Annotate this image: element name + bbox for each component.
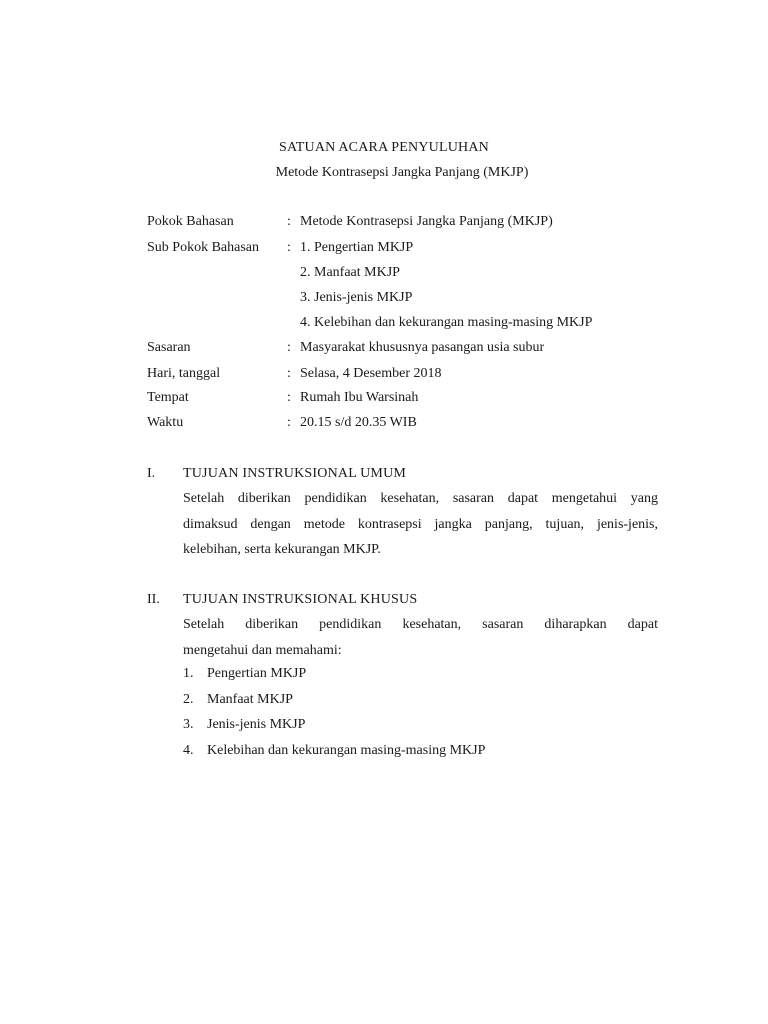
sub-topic-item: 3. Jenis-jenis MKJP [300, 290, 413, 305]
info-value: 20.15 s/d 20.35 WIB [300, 415, 417, 430]
list-text: Pengertian MKJP [207, 666, 307, 681]
list-text: Kelebihan dan kekurangan masing-masing MKJP [207, 742, 486, 758]
info-colon: : [287, 214, 291, 229]
info-label: Waktu [147, 415, 184, 430]
info-label: Sub Pokok Bahasan [147, 240, 259, 255]
info-value: Masyarakat khususnya pasangan usia subur [300, 340, 545, 355]
list-number: 3. [183, 717, 194, 732]
paragraph-line: Setelah diberikan pendidikan kesehatan, sasaran dapat mengetahui yang [183, 491, 658, 506]
sub-topic-list [300, 239, 592, 339]
paragraph-line: Setelah diberikan pendidikan kesehatan, sasaran diharapkan dapat [183, 617, 658, 632]
section-paragraph [183, 486, 658, 563]
paragraph-line: dimaksud dengan metode kontrasepsi jangka panjang, tujuan, jenis-jenis, [183, 516, 658, 532]
document-subtitle: Metode Kontrasepsi Jangka Panjang (MKJP) [275, 165, 529, 180]
list-text: Manfaat MKJP [207, 691, 293, 707]
info-colon: : [287, 390, 291, 405]
section-number: II. [147, 592, 160, 607]
info-value: Metode Kontrasepsi Jangka Panjang (MKJP) [300, 214, 553, 229]
info-label: Sasaran [147, 340, 191, 355]
section-number: I. [147, 466, 156, 481]
info-colon: : [287, 340, 291, 355]
section-paragraph [183, 612, 658, 663]
list-text: Jenis-jenis MKJP [207, 717, 306, 732]
info-label: Hari, tanggal [147, 366, 221, 381]
info-colon: : [287, 366, 291, 381]
info-colon: : [287, 415, 291, 430]
sub-topic-item: 1. Pengertian MKJP [300, 240, 414, 255]
paragraph-line: mengetahui dan memahami: [183, 642, 342, 658]
sub-topic-item: 4. Kelebihan dan kekurangan masing-masing MKJP [300, 315, 593, 330]
info-value: Selasa, 4 Desember 2018 [300, 366, 442, 381]
info-value: Rumah Ibu Warsinah [300, 390, 419, 405]
sub-topic-item: 2. Manfaat MKJP [300, 265, 400, 280]
document-title: SATUAN ACARA PENYULUHAN [279, 140, 489, 155]
section-heading: TUJUAN INSTRUKSIONAL UMUM [183, 466, 407, 481]
list-number: 4. [183, 742, 194, 758]
list-number: 2. [183, 691, 194, 707]
info-colon: : [287, 240, 291, 255]
info-label: Pokok Bahasan [147, 214, 234, 229]
paragraph-line: kelebihan, serta kekurangan MKJP. [183, 542, 381, 557]
info-label: Tempat [147, 390, 189, 405]
list-number: 1. [183, 666, 194, 681]
section-heading: TUJUAN INSTRUKSIONAL KHUSUS [183, 592, 418, 607]
